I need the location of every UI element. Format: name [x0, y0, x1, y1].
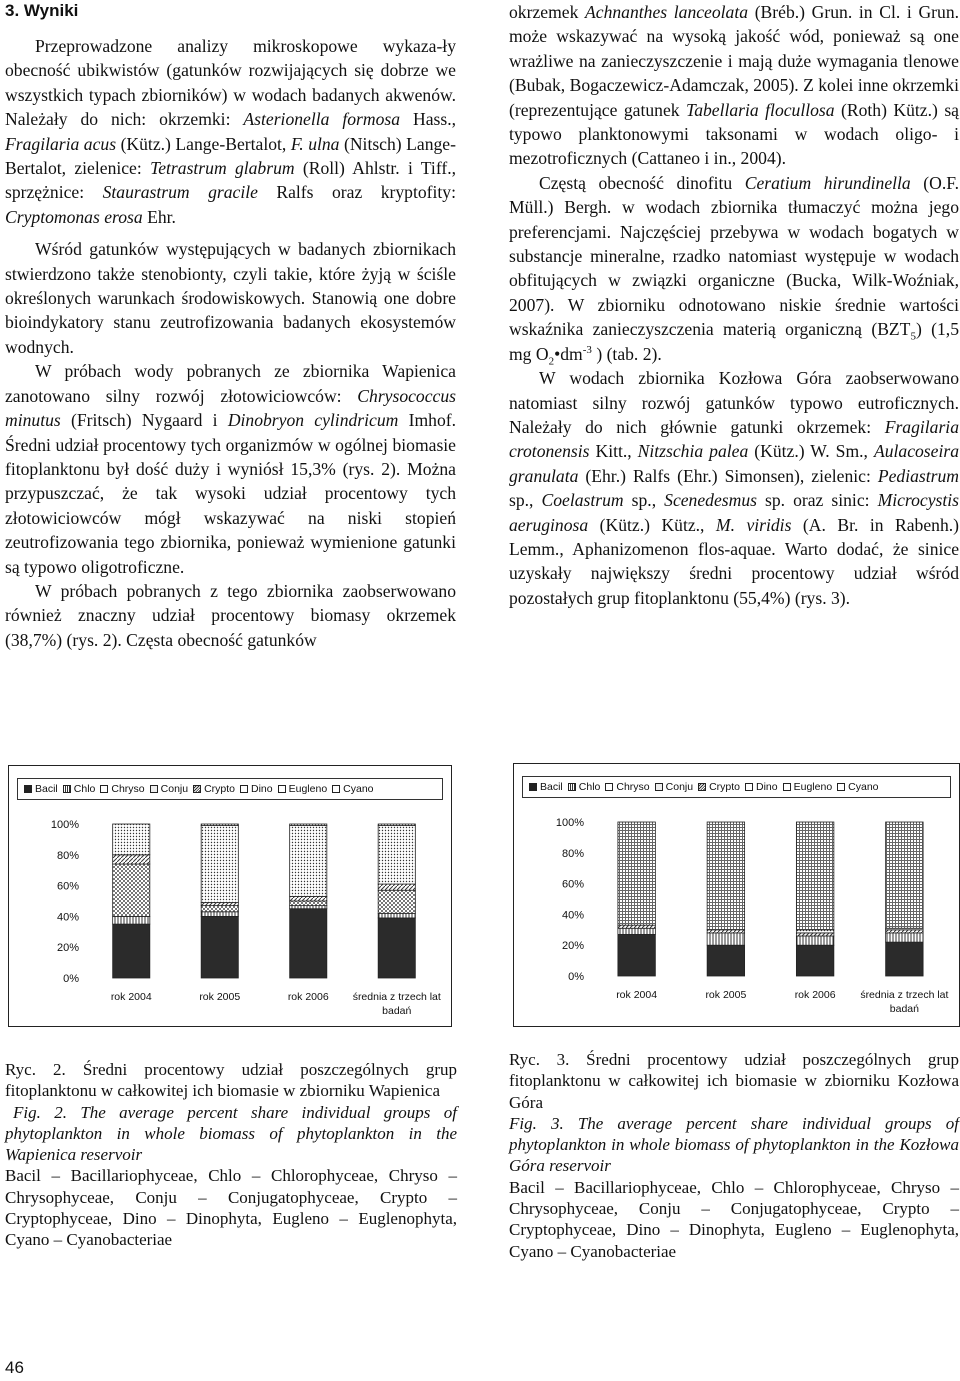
section-heading: 3. Wyniki: [5, 1, 79, 20]
legend-label: Crypto: [204, 783, 236, 795]
x-tick-label: średnia z trzech lat badań: [352, 991, 441, 1017]
y-tick-label: 20%: [56, 942, 79, 955]
x-tick-label: rok 2005: [705, 989, 747, 1001]
bar-segment-cyano: [201, 824, 238, 826]
bar-segment-bacil: [796, 945, 833, 976]
paragraph-ceratium: Częstą obecność dinofitu Ceratium hirundinella (O.F. Müll.) Bergh. w wodach zbiornika tłumaczyć można jego preferencjami. Najczęściej przebywa w wodach bogatych w substancje mineralne, rzadko natomiast występuje w wodach obfitujących w związki organiczne (Bucka, Wilk-Woźniak, 2007). W zbiorniku odnotowano niskie średnie wartości wskaźnika zanieczyszczenia materią organiczną $(BZT_5)$ (1,5 mg $O_2•dm^{-3}$ ) (tab. 2).: [509, 172, 960, 368]
caption-en: Fig. 3. The average percent share individual groups of phytoplankton in whole biomass of phytoplankton in the Kozłowa Góra reservoir: [509, 1113, 959, 1176]
caption-fig-3: [509, 1049, 959, 1262]
y-tick-label: 60%: [56, 880, 79, 893]
legend-label: Conju: [665, 781, 694, 793]
paragraph-achnanthes: okrzemek Achnanthes lanceolata (Bréb.) Grun. in Cl. i Grun. może wskazywać na wysoką jakość wód, ponieważ są one wrażliwe na zanieczyszczenie i mają duże wymagania tlenowe (Bubak, Bogaczewicz-Adamczak, 2005). Z kolei inne okrzemki (reprezentujące gatunek Tabellaria flocullosa (Roth) Kütz.) są typowo planktonowymi taksonami w wodach oligo- i mezotroficznych (Cattaneo i in., 2004).: [509, 2, 960, 169]
bar-segment-chlo: [378, 913, 415, 918]
chart-kozlowa-gora: [513, 763, 960, 1027]
paragraph-diatoms: W próbach pobranych z tego zbiornika zaobserwowano również znaczny udział procentowy biomasy okrzemek (38,7%) (rys. 2). Częsta obecność gatunków: [5, 580, 456, 650]
bar-segment-cyano: [796, 822, 833, 930]
bar-segment-dino: [201, 826, 238, 903]
bar-segment-crypto: [113, 855, 150, 864]
x-tick-label: rok 2005: [199, 991, 241, 1003]
bar-segment-cyano: [618, 822, 655, 925]
bar-segment-cyano: [378, 824, 415, 826]
bar-segment-chlo: [618, 928, 655, 934]
x-tick-label: rok 2006: [794, 989, 836, 1001]
bar-segment-cyano: [290, 824, 327, 826]
bar-segment-crypto: [796, 933, 833, 936]
legend-label: Eugleno: [288, 783, 328, 795]
legend-label: Chryso: [616, 781, 650, 793]
bar-segment-crypto: [201, 903, 238, 906]
bar-segment-chlo: [707, 933, 744, 945]
y-tick-label: 80%: [56, 849, 79, 862]
caption-abbreviations: Bacil – Bacillariophyceae, Chlo – Chlorophyceae, Chryso – Chrysophyceae, Conju – Conjugatophyceae, Crypto – Cryptophyceae, Dino – Dinophyta, Eugleno – Euglenophyta, Cyano – Cyanobacteriae: [5, 1166, 457, 1250]
y-tick-label: 40%: [56, 911, 79, 924]
y-tick-label: 40%: [561, 909, 584, 922]
x-tick-label: średnia z trzech lat badań: [860, 989, 949, 1015]
x-tick-label: rok 2004: [110, 991, 152, 1003]
y-tick-label: 60%: [561, 878, 584, 891]
legend-label: Dino: [251, 783, 273, 795]
x-tick-label: rok 2006: [287, 991, 329, 1003]
bar-segment-chlo: [113, 916, 150, 924]
legend-label: Eugleno: [793, 781, 833, 793]
y-tick-label: 20%: [561, 940, 584, 953]
bar-segment-crypto: [886, 930, 923, 933]
left-column: [5, 0, 456, 652]
legend-label: Chlo: [578, 781, 601, 793]
legend-label: Chryso: [111, 783, 145, 795]
bar-segment-crypto: [707, 930, 744, 933]
bar-segment-crypto: [290, 896, 327, 901]
bar-segment-cyano: [886, 822, 923, 928]
paragraph-stenobionts: Wśród gatunków występujących w badanych zbiornikach stwierdzono także stenobionty, czyli takie, które żyją w ściśle określonych warunkach środowiskowych. Stanowią one dobre bioindykatory stanu zeutrofizowania badanych ekosystemów wodnych.: [5, 239, 456, 357]
bar-segment-chryso: [113, 864, 150, 916]
legend-label: Cyano: [848, 781, 879, 793]
chart-plot: [9, 766, 451, 1026]
bar-segment-chryso: [290, 901, 327, 906]
bar-segment-bacil: [378, 918, 415, 978]
bar-segment-cyano: [707, 822, 744, 930]
bar-segment-bacil: [113, 924, 150, 978]
x-tick-label: rok 2004: [616, 989, 658, 1001]
legend-label: Crypto: [709, 781, 741, 793]
bar-segment-bacil: [290, 909, 327, 978]
y-tick-label: 100%: [555, 817, 584, 829]
bar-segment-chlo: [290, 906, 327, 909]
bar-segment-chryso: [378, 890, 415, 913]
y-tick-label: 100%: [50, 819, 79, 831]
y-tick-label: 0%: [568, 971, 584, 983]
bar-segment-bacil: [618, 934, 655, 976]
caption-fig-2: [5, 1059, 457, 1251]
caption-abbreviations: Bacil – Bacillariophyceae, Chlo – Chlorophyceae, Chryso – Chrysophyceae, Conju – Conjugatophyceae, Crypto – Cryptophyceae, Dino – Dinophyta, Eugleno – Euglenophyta, Cyano – Cyanobacteriae: [509, 1177, 959, 1261]
legend-label: Bacil: [540, 781, 563, 793]
bar-segment-chlo: [796, 936, 833, 945]
y-tick-label: 80%: [561, 847, 584, 860]
bar-segment-bacil: [707, 945, 744, 976]
bar-segment-bacil: [201, 916, 238, 978]
paragraph-kozlowa: W wodach zbiornika Kozłowa Góra zaobserwowano natomiast silny rozwój gatunków typowo eutroficznych. Należały do nich głównie gatunki okrzemek: Fragilaria crotonensis Kitt., Nitzschia palea (Kütz.) W. Sm., Aulacoseira granulata (Ehr.) Ralfs (Ehr.) Simonsen), zielenic: Pediastrum sp., Coelastrum sp., Scenedesmus sp. oraz sinic: Microcystis aeruginosa (Kütz.) Kütz., M. viridis (A. Br. in Rabenh.) Lemm., Aphanizomenon flos-aquae. Warto dodać, że sinice uzyskały największy średni procentowy udział wśród pozostałych grup fitoplanktonu (55,4%) (rys. 3).: [509, 368, 959, 608]
bar-segment-dino: [290, 826, 327, 897]
legend-label: Bacil: [35, 783, 58, 795]
right-column: [509, 0, 959, 610]
legend-label: Conju: [160, 783, 189, 795]
legend-label: Chlo: [73, 783, 96, 795]
caption-en: Fig. 2. The average percent share individual groups of phytoplankton in whole biomass of phytoplankton in the Wapienica reservoir: [5, 1102, 457, 1165]
bar-segment-dino: [113, 824, 150, 855]
bar-segment-dino: [378, 826, 415, 885]
legend-label: Cyano: [343, 783, 374, 795]
chart-plot: [514, 764, 959, 1026]
y-tick-label: 0%: [63, 973, 79, 985]
page-number: 46: [5, 1358, 24, 1377]
bar-segment-chryso: [201, 906, 238, 912]
bar-segment-bacil: [886, 942, 923, 976]
paragraph-ubiquists: Przeprowadzone analizy mikroskopowe wykaza-ły obecność ubikwistów (gatunków rozwijających się dobrze we wszystkich typach zbiorników) w wodach badanych akwenów. Należały do nich: okrzemki: Asterionella formosa Hass., Fragilaria acus (Kütz.) Lange-Bertalot, F. ulna (Nitsch) Lange-Bertalot, zielenice: Tetrastrum glabrum (Roll) Ahlstr. i Tiff., sprzężnice: Staurastrum gracile Ralfs oraz kryptofity: Cryptomonas erosa Ehr.: [5, 36, 457, 227]
caption-pl: Ryc. 2. Średni procentowy udział poszczególnych grup fitoplanktonu w całkowitej ich biomasie w zbiorniku Wapienica: [5, 1060, 457, 1101]
chart-wapienica: [8, 765, 452, 1027]
bar-segment-chlo: [886, 933, 923, 942]
legend-label: Dino: [756, 781, 778, 793]
bar-segment-crypto: [618, 925, 655, 928]
caption-pl: Ryc. 3. Średni procentowy udział poszczególnych grup fitoplanktonu w całkowitej ich biomasie w zbiorniku Kozłowa Góra: [509, 1050, 959, 1112]
bar-segment-crypto: [378, 884, 415, 890]
paragraph-chrysophytes: W próbach wody pobranych ze zbiornika Wapienica zanotowano silny rozwój złotowiciowców: Chrysococcus minutus (Fritsch) Nygaard i Dinobryon cylindricum Imhof. Średni udział procentowy tych organizmów w ogólnej biomasie fitoplanktonu był dość duży i wyniósł 15,3% (rys. 2). Można przypuszczać, że tak wysoki udział procentowy tych złotowiciowców mógł wskazywać na niski stopień zeutrofizowania tego zbiornika, ponieważ wymienione gatunki są typowo oligotroficzne.: [5, 361, 456, 577]
bar-segment-dino: [796, 930, 833, 933]
bar-segment-chlo: [201, 912, 238, 917]
